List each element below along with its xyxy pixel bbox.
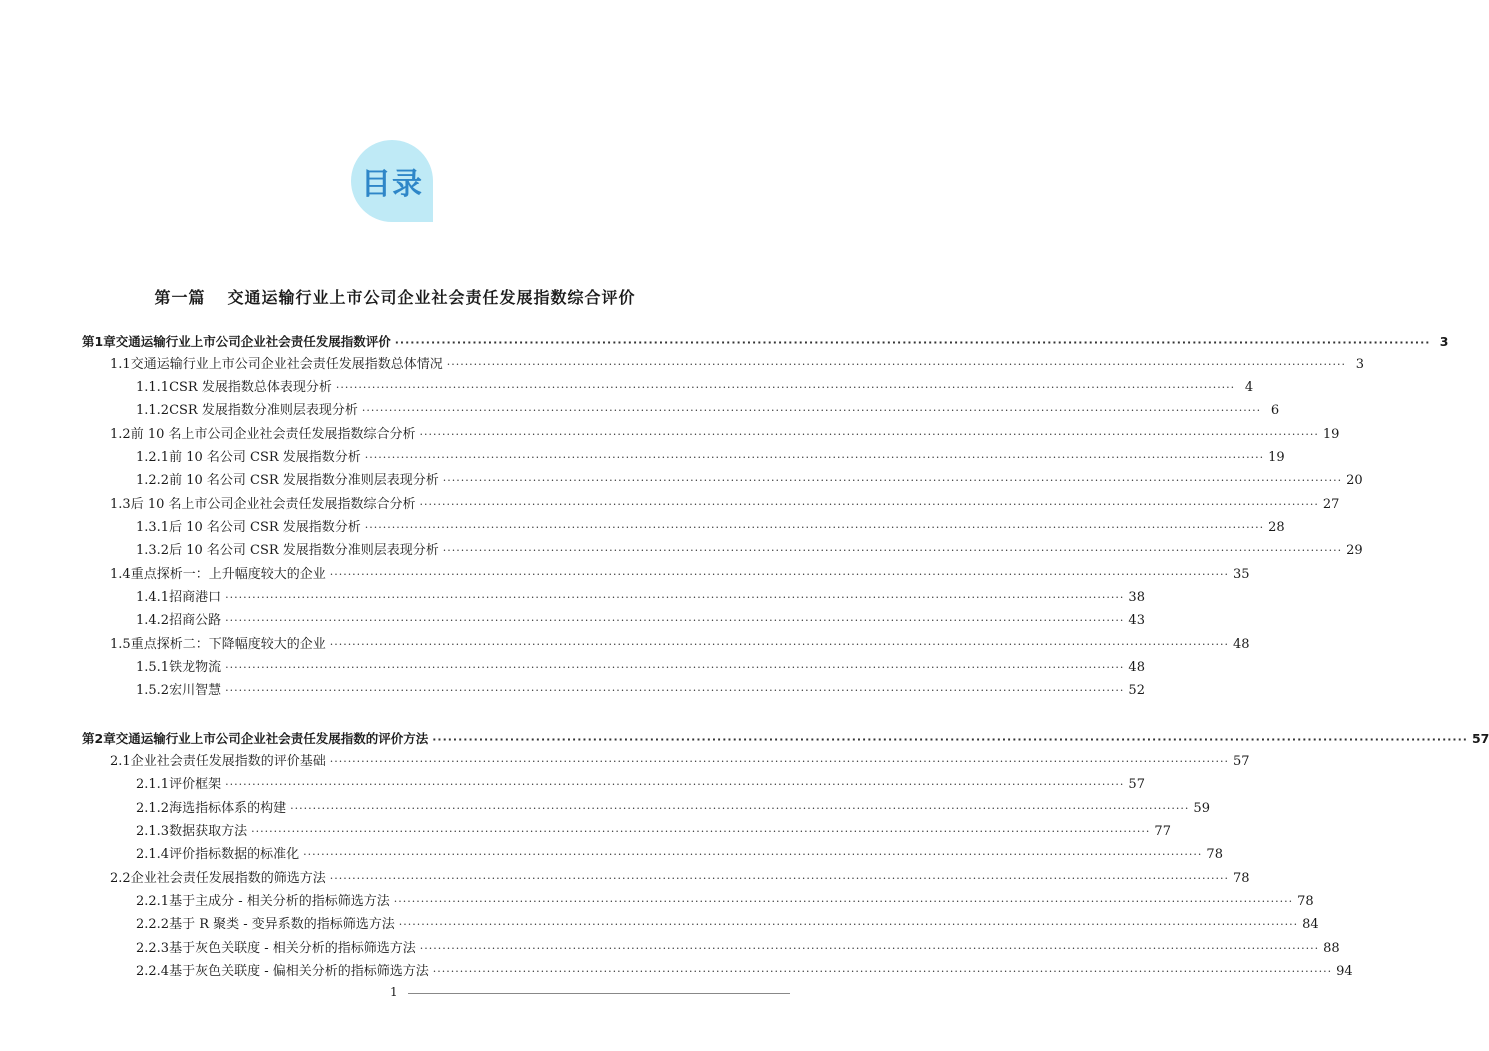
toc-title-badge (351, 140, 433, 222)
dot-leader: ········································································································································································································ (329, 872, 1230, 885)
part-heading (0, 285, 790, 308)
dot-leader: ········································································································································································································ (446, 358, 1347, 371)
toc-entry-sub (136, 517, 1285, 539)
toc-entry-sub (136, 587, 1145, 609)
toc-entry-page: 57 (1233, 754, 1250, 769)
dot-leader: ········································································································································································································ (251, 825, 1151, 838)
toc-entry-title: 后 10 名上市公司企业社会责任发展指数综合分析 (130, 497, 416, 512)
toc-entry-title: 基于灰色关联度 - 偏相关分析的指标筛选方法 (169, 964, 429, 979)
toc-entry-chapter (82, 331, 1449, 353)
toc-entry-page: 48 (1128, 660, 1145, 675)
toc-entry-page: 6 (1270, 403, 1280, 418)
toc-entry-page: 48 (1233, 637, 1250, 652)
dot-leader: ········································································································································································································ (393, 895, 1294, 908)
dot-leader: ········································································································································································································ (335, 381, 1236, 394)
toc-entry-number: 2.1.3 (136, 824, 170, 839)
toc-entry-number: 1.2 (110, 427, 131, 442)
dot-leader: ········································································································································································································ (364, 521, 1265, 534)
toc-entry-title: CSR 发展指数分准则层表现分析 (169, 403, 358, 418)
toc-entry-number: 1.4 (110, 567, 131, 582)
dot-leader: ········································································································································································································ (442, 544, 1343, 557)
toc-entry-title: 数据获取方法 (169, 824, 248, 839)
toc-entry-title: 企业社会责任发展指数的筛选方法 (130, 871, 326, 886)
toc-entry-page: 57 (1128, 777, 1145, 792)
toc-entry-page: 28 (1268, 520, 1285, 535)
toc-entry-sub (136, 447, 1285, 469)
toc-entry-title: 招商港口 (169, 590, 222, 605)
toc-entry-sub (136, 798, 1210, 820)
toc-entry-title: 交通运输行业上市公司企业社会责任发展指数评价 (115, 334, 391, 349)
toc-entry-sub (136, 657, 1145, 679)
toc-entry-chapter (82, 728, 1489, 750)
toc-entry-page: 19 (1322, 427, 1340, 442)
toc-entry-section (110, 354, 1365, 376)
toc-entry-number: 1.1.2 (136, 403, 170, 418)
toc-entry-title: 评价指标数据的标准化 (169, 847, 300, 862)
toc-entry-sub (136, 821, 1171, 843)
toc-entry-title: CSR 发展指数总体表现分析 (169, 380, 332, 395)
dot-leader: ········································································································································································································ (419, 942, 1320, 955)
toc-entry-sub (136, 891, 1314, 913)
toc-entry-title: 后 10 名公司 CSR 发展指数分析 (169, 520, 361, 535)
toc-entry-title: 企业社会责任发展指数的评价基础 (130, 754, 326, 769)
toc-entry-sub (136, 377, 1254, 399)
dot-leader: ········································································································································································································ (432, 733, 1468, 746)
toc-entry-title: 前 10 名上市公司企业社会责任发展指数综合分析 (130, 427, 416, 442)
dot-leader: ········································································································································································································ (225, 684, 1125, 697)
toc-entry-title: 宏川智慧 (169, 683, 222, 698)
dot-leader: ········································································································································································································ (361, 404, 1262, 417)
dot-leader: ········································································································································································································ (303, 848, 1203, 861)
dot-leader: ········································································································································································································ (419, 428, 1319, 441)
toc-entry-section (110, 634, 1250, 656)
dot-leader: ········································································································································································································ (225, 661, 1125, 674)
toc-entry-page: 52 (1128, 683, 1145, 698)
toc-entry-title: 交通运输行业上市公司企业社会责任发展指数的评价方法 (115, 731, 429, 746)
toc-entry-title: 铁龙物流 (169, 660, 222, 675)
toc-entry-section (110, 868, 1250, 890)
toc-entry-sub (136, 914, 1319, 936)
toc-entry-page: 3 (1355, 357, 1365, 372)
toc-entry-page: 19 (1268, 450, 1285, 465)
toc-entry-sub (136, 844, 1223, 866)
toc-entry-section (110, 494, 1340, 516)
toc-entry-number: 1.3 (110, 497, 131, 512)
toc-entry-number: 1.2.1 (136, 450, 170, 465)
toc-entry-number: 2.2 (110, 871, 131, 886)
toc-entry-page: 84 (1302, 917, 1319, 932)
toc-entry-sub (136, 400, 1280, 422)
toc-entry-title: 海选指标体系的构建 (169, 801, 287, 816)
toc-entry-title: 基于 R 聚类 - 变异系数的指标筛选方法 (169, 917, 395, 932)
toc-entry-title: 评价框架 (169, 777, 222, 792)
dot-leader: ········································································································································································································ (398, 918, 1299, 931)
toc-entry-sub (136, 680, 1145, 702)
dot-leader: ········································································································································································································ (432, 965, 1333, 978)
dot-leader: ········································································································································································································ (225, 591, 1125, 604)
toc-entry-title: 基于主成分 - 相关分析的指标筛选方法 (169, 894, 390, 909)
toc-entry-number: 第1章 (82, 334, 116, 349)
dot-leader: ········································································································································································································ (394, 336, 1431, 349)
toc-entry-number: 2.2.4 (136, 964, 170, 979)
toc-entry-title: 后 10 名公司 CSR 发展指数分准则层表现分析 (169, 543, 439, 558)
toc-entry-number: 2.2.2 (136, 917, 170, 932)
dot-leader: ········································································································································································································ (329, 755, 1230, 768)
toc-entry-page: 88 (1323, 941, 1340, 956)
dot-leader: ········································································································································································································ (225, 614, 1125, 627)
toc-entry-number: 1.5.1 (136, 660, 170, 675)
toc-entry-title: 招商公路 (169, 613, 222, 628)
footer-rule (408, 993, 790, 994)
toc-entry-page: 35 (1233, 567, 1250, 582)
toc-entry-page: 38 (1128, 590, 1145, 605)
dot-leader: ········································································································································································································ (329, 568, 1230, 581)
toc-entry-sub (136, 470, 1363, 492)
toc-entry-title: 前 10 名公司 CSR 发展指数分准则层表现分析 (169, 473, 439, 488)
dot-leader: ········································································································································································································ (290, 802, 1190, 815)
part-label: 第一篇 (154, 288, 206, 307)
toc-entry-number: 1.3.2 (136, 543, 170, 558)
toc-entry-page: 78 (1206, 847, 1223, 862)
dot-leader: ········································································································································································································ (419, 498, 1319, 511)
toc-entry-page: 57 (1471, 731, 1489, 746)
toc-entry-page: 29 (1346, 543, 1363, 558)
toc-entry-number: 第2章 (82, 731, 116, 746)
toc-entry-number: 2.1.1 (136, 777, 170, 792)
toc-entry-sub (136, 938, 1340, 960)
toc-entry-number: 1.4.1 (136, 590, 170, 605)
toc-entry-section (110, 564, 1250, 586)
toc-entry-page: 59 (1193, 801, 1210, 816)
toc-entry-page: 77 (1154, 824, 1171, 839)
toc-entry-sub (136, 961, 1353, 983)
toc-entry-page: 4 (1244, 380, 1254, 395)
dot-leader: ········································································································································································································ (364, 451, 1265, 464)
toc-entry-number: 2.1.4 (136, 847, 170, 862)
toc-entry-section (110, 424, 1340, 446)
dot-leader: ········································································································································································································ (225, 778, 1125, 791)
toc-entry-page: 43 (1128, 613, 1145, 628)
toc-entry-sub (136, 774, 1145, 796)
toc-entry-title: 重点探析一：上升幅度较大的企业 (130, 567, 326, 582)
dot-leader: ········································································································································································································ (442, 474, 1343, 487)
toc-entry-number: 1.3.1 (136, 520, 170, 535)
toc-entry-sub (136, 540, 1363, 562)
toc-entry-page: 3 (1439, 334, 1449, 349)
toc-entry-number: 1.2.2 (136, 473, 170, 488)
toc-entry-page: 94 (1336, 964, 1353, 979)
toc-entry-number: 2.2.1 (136, 894, 170, 909)
toc-entry-number: 1.4.2 (136, 613, 170, 628)
toc-entry-number: 1.1 (110, 357, 131, 372)
toc-entry-sub (136, 610, 1145, 632)
toc-entry-number: 2.2.3 (136, 941, 170, 956)
toc-entry-number: 1.1.1 (136, 380, 170, 395)
toc-entry-page: 78 (1233, 871, 1250, 886)
toc-entry-page: 20 (1346, 473, 1363, 488)
toc-entry-number: 1.5.2 (136, 683, 170, 698)
part-title-text: 交通运输行业上市公司企业社会责任发展指数综合评价 (227, 288, 636, 307)
toc-entry-section (110, 751, 1250, 773)
toc-entry-number: 2.1.2 (136, 801, 170, 816)
page-number: 1 (390, 985, 398, 999)
toc-entry-number: 2.1 (110, 754, 131, 769)
toc-entry-title: 前 10 名公司 CSR 发展指数分析 (169, 450, 361, 465)
toc-entry-page: 78 (1297, 894, 1314, 909)
toc-entry-title: 重点探析二：下降幅度较大的企业 (130, 637, 326, 652)
toc-entry-number: 1.5 (110, 637, 131, 652)
toc-entry-page: 27 (1322, 497, 1340, 512)
dot-leader: ········································································································································································································ (329, 638, 1230, 651)
toc-entry-title: 交通运输行业上市公司企业社会责任发展指数总体情况 (130, 357, 443, 372)
toc-entry-title: 基于灰色关联度 - 相关分析的指标筛选方法 (169, 941, 416, 956)
toc-title: 目录 (361, 167, 423, 202)
